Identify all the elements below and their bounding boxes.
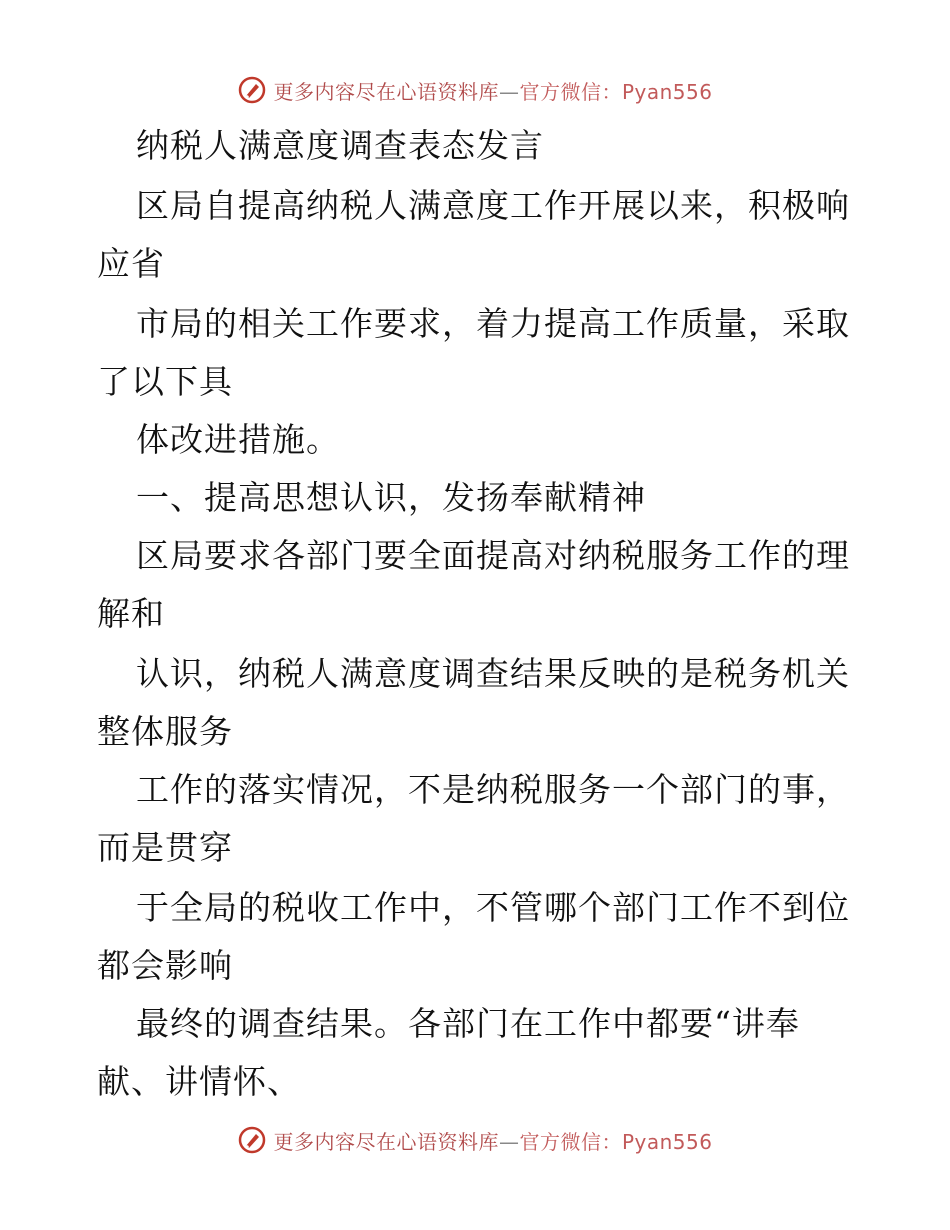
banner-text [273,1126,712,1155]
text-line: 了以下具 [97,362,233,401]
banner-wechat-text: 官方微信：Pyan556 [519,79,713,104]
text-line: 体改进措施。 [136,420,340,459]
pen-logo-icon [237,1125,267,1155]
text-line: 于全局的税收工作中，不管哪个部门工作不到位 [136,888,850,927]
text-line: 整体服务 [97,712,233,751]
text-line: 而是贯穿 [97,828,233,867]
text-line: 都会影响 [97,946,233,985]
footer-watermark-banner [0,1120,950,1160]
text-line: 献、讲情怀、 [97,1062,301,1101]
banner-separator: — [498,1129,520,1154]
text-line: 工作的落实情况，不是纳税服务一个部门的事， [136,770,850,809]
text-line: 市局的相关工作要求，着力提高工作质量，采取 [136,304,850,343]
banner-wechat-text: 官方微信：Pyan556 [519,1129,713,1154]
document-title: 纳税人满意度调查表态发言 [136,126,544,165]
banner-main-text: 更多内容尽在心语资料库 [273,79,499,104]
text-line: 最终的调查结果。各部门在工作中都要“讲奉 [136,1004,800,1043]
banner-main-text: 更多内容尽在心语资料库 [273,1129,499,1154]
text-line: 区局自提高纳税人满意度工作开展以来，积极响 [136,186,850,225]
text-line: 区局要求各部门要全面提高对纳税服务工作的理 [136,536,850,575]
banner-separator: — [498,79,520,104]
text-line: 应省 [97,244,165,283]
text-line: 认识，纳税人满意度调查结果反映的是税务机关 [136,654,850,693]
text-line: 解和 [97,594,165,633]
section-heading: 一、提高思想认识，发扬奉献精神 [136,478,646,517]
